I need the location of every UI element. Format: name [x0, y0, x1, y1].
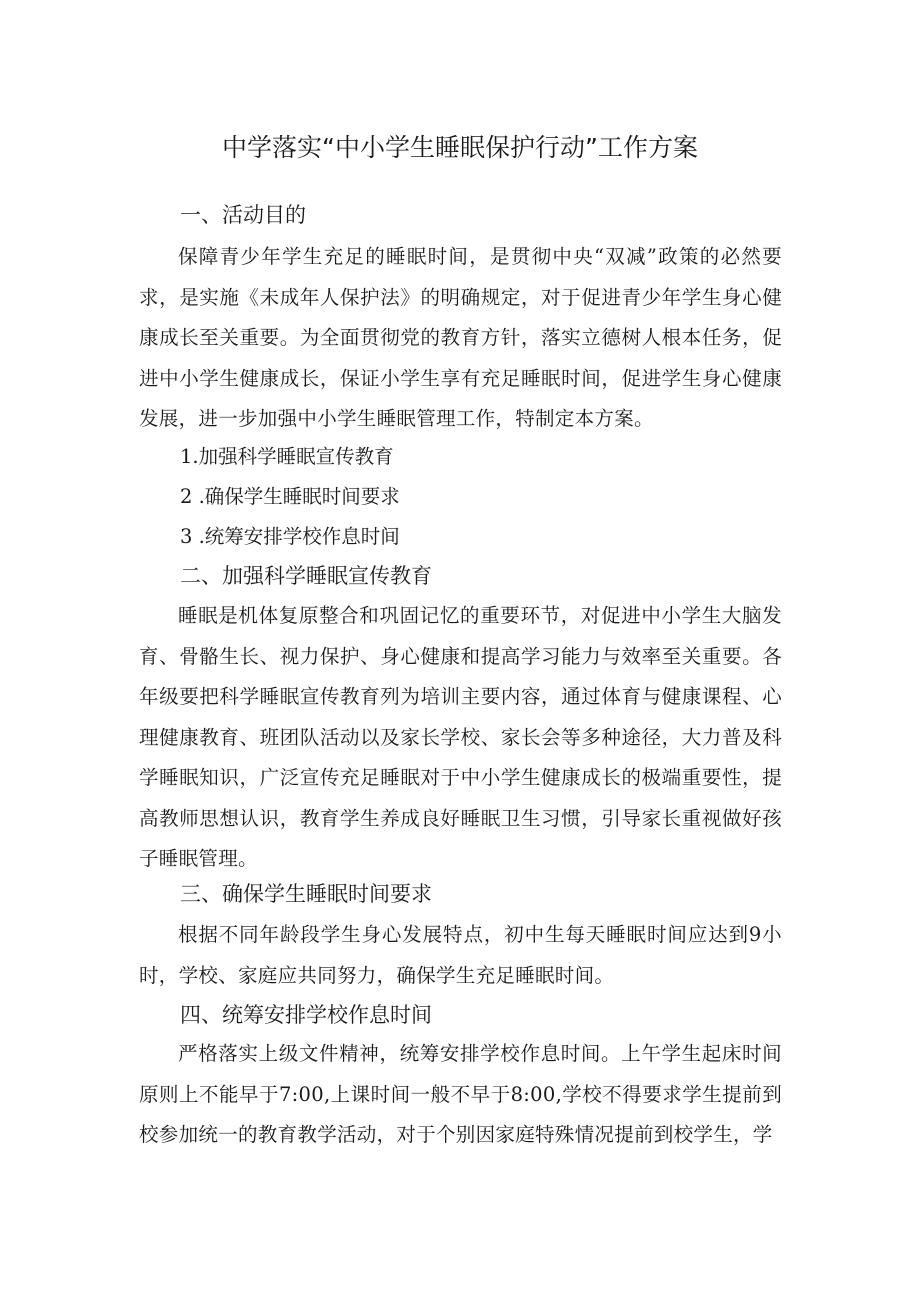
section-body-4	[139, 1034, 782, 1156]
document-title: 中学落实“中小学生睡眠保护行动”工作方案	[222, 133, 698, 162]
section-heading-2: 二、加强科学睡眠宣传教育	[180, 564, 432, 588]
list-item-3: 3 .统筹安排学校作息时间	[180, 525, 400, 548]
section-paragraph-1: 保障青少年学生充足的睡眠时间，是贯彻中央“双减”政策的必然要求，是实施《未成年人保护法》的明确规定，对于促进青少年学生身心健康成长至关重要。为全面贯彻党的教育方针，落实立德树人根本任务，促进中小学生健康成长，保证小学生享有充足睡眠时间，促进学生身心健康发展，进一步加强中小学生睡眠管理工作，特制定本方案。	[139, 245, 782, 430]
section-heading-4: 四、统筹安排学校作息时间	[180, 1003, 432, 1027]
list-item-1: 1.加强科学睡眠宣传教育	[180, 445, 394, 468]
section-heading-3: 三、确保学生睡眠时间要求	[180, 882, 432, 906]
section-paragraph-2: 睡眠是机体复原整合和巩固记忆的重要环节，对促进中小学生大脑发育、骨骼生长、视力保护、身心健康和提高学习能力与效率至关重要。各年级要把科学睡眠宣传教育列为培训主要内容，通过体育与健康课程、心理健康教育、班团队活动以及家长学校、家长会等多种途径，大力普及科学睡眠知识，广泛宣传充足睡眠对于中小学生健康成长的极端重要性，提高教师思想认识，教育学生养成良好睡眠卫生习惯，引导家长重视做好孩子睡眠管理。	[139, 604, 782, 870]
section-body-1	[139, 237, 782, 440]
section-heading-1: 一、活动目的	[180, 203, 306, 227]
section-paragraph-4: 严格落实上级文件精神，统筹安排学校作息时间。上午学生起床时间原则上不能早于7:00,上课时间一般不早于8:00,学校不得要求学生提前到校参加统一的教育教学活动，对于个别因家庭特殊情况提前到校学生，学	[139, 1042, 782, 1146]
list-item-2: 2 .确保学生睡眠时间要求	[180, 485, 400, 508]
section-paragraph-3: 根据不同年龄段学生身心发展特点，初中生每天睡眠时间应达到9小时，学校、家庭应共同努力，确保学生充足睡眠时间。	[139, 923, 782, 987]
section-body-3	[139, 915, 782, 996]
section-body-2	[139, 596, 782, 880]
